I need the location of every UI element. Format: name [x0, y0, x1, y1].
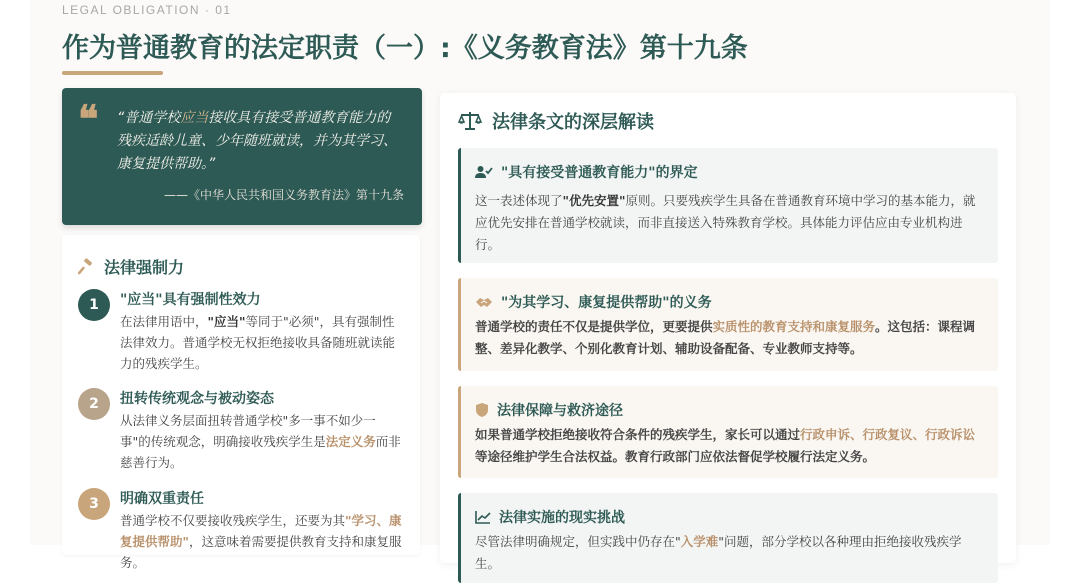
item-body-2-a: 从法律义务层面扭转普通学校"多一事不如少一事"的传统观念，明确接收残疾学生是	[120, 413, 376, 449]
quote-source: ——《中华人民共和国义务教育法》第十九条	[163, 188, 404, 202]
quote-line2: 残疾适龄儿童、少年随班就读，并为其学习、	[117, 133, 397, 149]
card-body-2-c: 。这包括：课程调整、差异化教学、个别化教育计划、辅助设备配备、专业教师支持等。	[475, 319, 976, 356]
slide	[30, 0, 1050, 571]
quote-highlight: 应当	[180, 110, 209, 126]
quote-line1-a: “普通学校	[117, 110, 181, 126]
item-body-2-c: 而非慈善行为。	[120, 434, 401, 470]
quote-line3: 康复提供帮助。”	[117, 156, 216, 172]
card-body-2	[475, 316, 985, 360]
card-body-1-c: 原则。只要残疾学生具备在普通教育环境中学习的基本能力，就应优先安排在普通学校就读，而非直接送入特殊教育学校。具体能力评估应由专业机构进行。	[475, 193, 976, 252]
card-body-1-a: 这一表述体现了	[475, 193, 563, 208]
handshake-icon	[475, 295, 493, 309]
card-title-2	[475, 292, 712, 312]
card-title-1	[475, 162, 698, 182]
item-body-3	[120, 510, 405, 573]
interpretation-card-3	[458, 386, 998, 478]
card-body-3-highlight: 行政申诉、行政复议、行政诉讼	[800, 427, 976, 442]
item-body-1-a: 在法律用语中，	[120, 314, 208, 329]
item-body-3-highlight: "学习、康复提供帮助"	[120, 513, 402, 549]
card-body-3-c: 等途径维护学生合法权益。教育行政部门应依法督促学校履行法定义务。	[475, 449, 876, 464]
page-title: 作为普通教育的法定职责（一）:《义务教育法》第十九条	[62, 33, 748, 64]
card-body-4-c: "问题，部分学校以各种理由拒绝接收残疾学生。	[475, 534, 962, 571]
card-body-2-a: 普通学校的责任不仅是提供学位，更要提供	[475, 319, 713, 334]
card-body-4-highlight: 入学难	[680, 534, 719, 549]
interpretation-title: 法律条文的深层解读	[492, 112, 654, 133]
legal-force-panel	[62, 235, 420, 570]
card-body-4	[475, 531, 985, 575]
card-body-2-highlight: 实质性的教育支持和康复服务	[712, 319, 876, 334]
item-title-2: 扭转传统观念与被动姿态	[120, 391, 274, 407]
title-underline	[62, 71, 163, 75]
user-check-icon	[475, 165, 493, 179]
interpretation-card-1	[458, 148, 998, 263]
card-title-1-text: "具有接受普通教育能力"的界定	[501, 165, 698, 181]
item-body-2	[120, 410, 405, 473]
quote-icon: ❝	[78, 96, 99, 141]
card-body-3	[475, 424, 985, 468]
shield-icon	[475, 402, 489, 418]
card-title-2-text: "为其学习、康复提供帮助"的义务	[501, 295, 712, 311]
card-body-3-a: 如果普通学校拒绝接收符合条件的残疾学生，家长可以通过	[475, 427, 801, 442]
card-body-4-a: 尽管法律明确规定，但实践中仍存在"	[475, 534, 681, 549]
card-title-4-text: 法律实施的现实挑战	[499, 510, 625, 526]
item-title-3: 明确双重责任	[120, 491, 204, 507]
item-title-1: "应当"具有强制性效力	[120, 292, 261, 308]
item-body-2-highlight: 法定义务	[325, 434, 376, 449]
quote-text	[117, 107, 407, 176]
item-body-1-bold: "应当"	[207, 314, 246, 329]
item-body-1-c: 等同于"必须"，具有强制性法律效力。普通学校无权拒绝接收具备随班就读能力的残疾学生。	[120, 314, 396, 371]
card-title-3	[475, 400, 623, 420]
legal-force-heading	[78, 255, 184, 278]
interpretation-panel	[440, 93, 1016, 571]
item-number-1: 1	[78, 289, 110, 321]
quote-line1-b: 接收具有接受普通教育能力的	[208, 110, 391, 126]
card-body-1-bold: "优先安置"	[562, 193, 626, 208]
item-number-3: 3	[78, 488, 110, 520]
section-kicker: LEGAL OBLIGATION · 01	[62, 3, 232, 17]
gavel-icon	[78, 259, 94, 275]
card-body-1	[475, 190, 985, 256]
interpretation-heading	[458, 108, 654, 134]
quote-card	[62, 88, 422, 225]
item-body-1	[120, 311, 405, 374]
item-number-2: 2	[78, 388, 110, 420]
interpretation-card-2	[458, 278, 998, 371]
card-title-4	[475, 507, 625, 527]
item-body-3-a: 普通学校不仅要接收残疾学生，还要为其	[120, 513, 346, 528]
card-title-3-text: 法律保障与救济途径	[497, 403, 623, 419]
interpretation-card-4	[458, 493, 998, 583]
chart-line-icon	[475, 510, 491, 524]
legal-force-title: 法律强制力	[104, 258, 185, 277]
item-body-3-c: ，这意味着需要提供教育支持和康复服务。	[120, 534, 402, 570]
scale-icon	[458, 111, 482, 131]
